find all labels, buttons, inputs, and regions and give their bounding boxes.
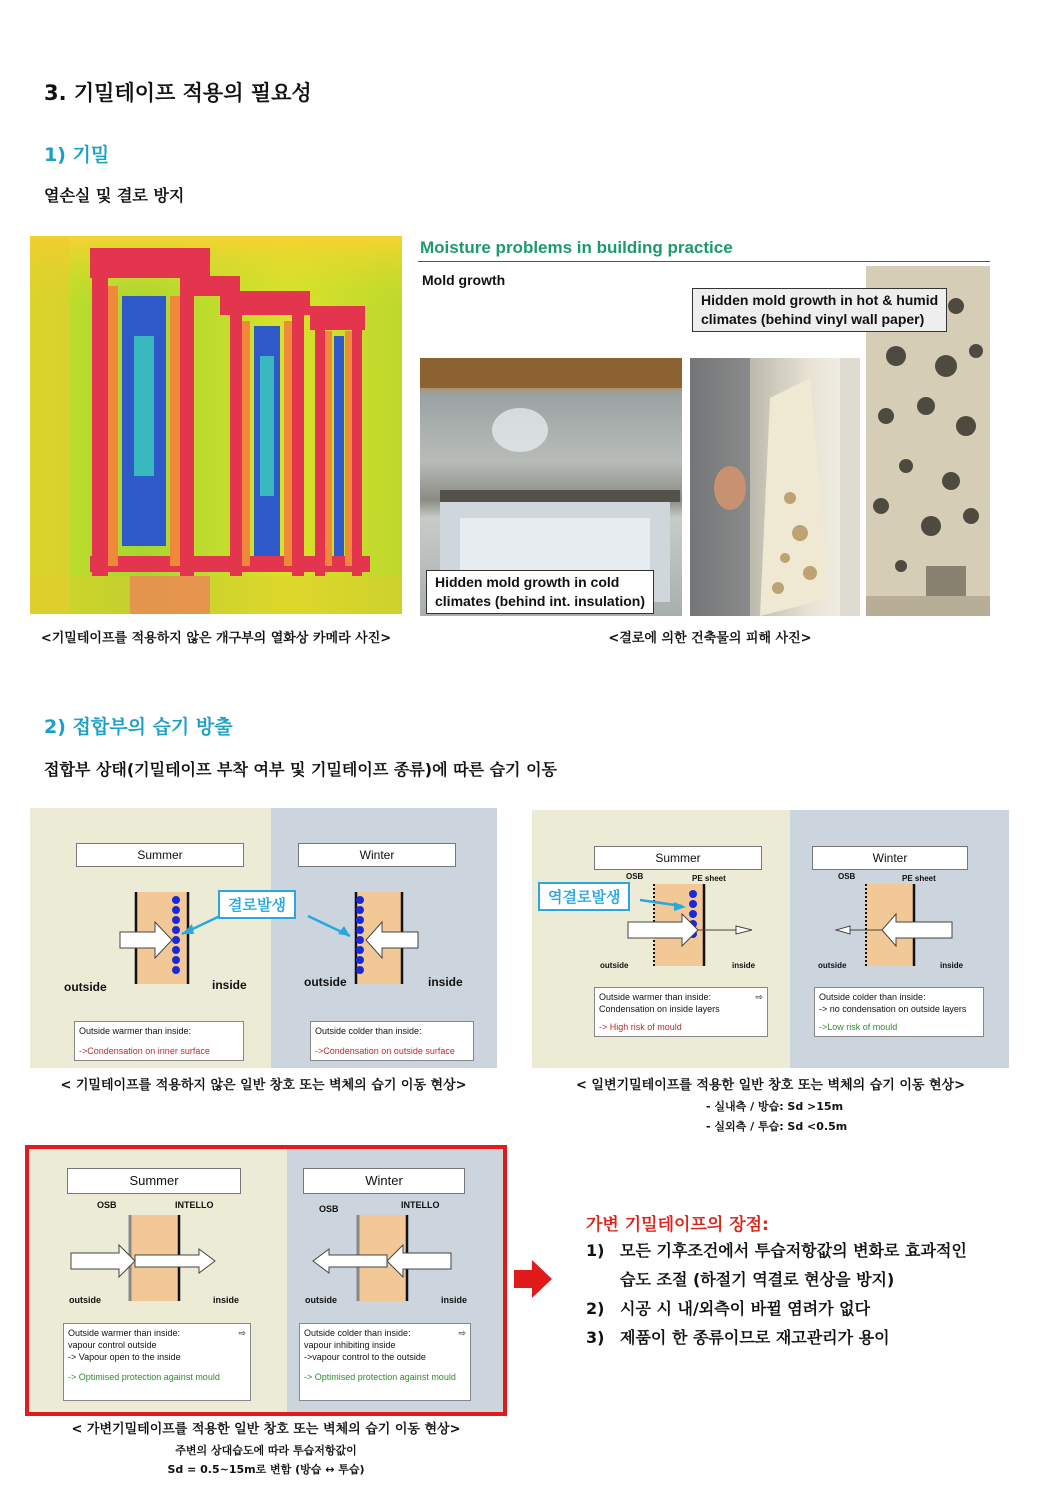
diagram-c-winter-label: Winter (303, 1168, 465, 1194)
diagram-c-summer-note3: -> Vapour open to the inside (68, 1352, 181, 1362)
diagram-b-winter-outside: outside (818, 961, 847, 970)
diagram-b-caption: < 일변기밀테이프를 적용한 일반 창호 또는 벽체의 습기 이동 현상> (575, 1078, 966, 1093)
panel-subtitle: Mold growth (422, 272, 506, 288)
diagram-c-winter-note4: -> Optimised protection against mould (304, 1372, 456, 1382)
diagram-c-winter-note1: Outside colder than inside: (304, 1328, 411, 1338)
diagram-b-summer-osb: OSB (626, 872, 644, 881)
diagram-c-winter-intello: INTELLO (401, 1200, 440, 1210)
advantages-title: 가변 기밀테이프의 장점: (586, 1215, 769, 1235)
diagram-a-summer-label: Summer (76, 843, 244, 867)
diagram-c-summer-outside: outside (69, 1295, 102, 1305)
diagram-c-summer-inside: inside (213, 1295, 240, 1305)
diagram-c-winter-note (299, 1323, 471, 1401)
mold-photo-panel (418, 236, 992, 616)
diagram-b-winter-inside: inside (940, 961, 964, 970)
diagram-c-summer-arrow-icon: ⇨ (238, 1328, 246, 1338)
diagram-a-callout: 결로발생 (218, 890, 296, 919)
diagram-b-summer-note (594, 987, 768, 1037)
label-hot-line1: Hidden mold growth in hot & humid (701, 292, 939, 308)
diagram-a-summer-note1: Outside warmer than inside: (79, 1026, 192, 1036)
diagram-b-summer-inside: inside (732, 961, 756, 970)
advantage-3-num: 3) (586, 1328, 605, 1347)
diagram-c-summer-intello: INTELLO (175, 1200, 214, 1210)
photo-wallpaper-mold (690, 358, 860, 616)
diagram-b-summer-note3: -> High risk of mould (599, 1022, 682, 1032)
advantages-list (586, 1240, 1026, 1348)
s2-heading: 2) 접합부의 습기 방출 (44, 716, 233, 738)
diagram-c-winter-note3: ->vapour control to the outside (304, 1352, 426, 1362)
diagram-a-winter-note2: ->Condensation on outside surface (315, 1046, 455, 1056)
panel-divider (418, 261, 990, 262)
diagram-c-summer-osb: OSB (97, 1200, 117, 1210)
diagram-c-winter-arrow-icon: ⇨ (458, 1328, 466, 1338)
diagram-c-winter-osb: OSB (319, 1204, 339, 1214)
diagram-b-winter-pe: PE sheet (902, 874, 936, 883)
diagram-b-spec2: - 실외측 / 투습: Sd <0.5m (706, 1120, 848, 1133)
label-hot-line2: climates (behind vinyl wall paper) (701, 311, 925, 327)
diagram-b-summer-arrow-icon: ⇨ (755, 992, 763, 1002)
diagram-b-winter-note2: -> no condensation on outside layers (819, 1004, 967, 1014)
diagram-variable-tape (29, 1149, 503, 1412)
diagram-b-winter-note (814, 987, 984, 1037)
advantage-item-2 (586, 1298, 1026, 1319)
advantage-item-3 (586, 1327, 1026, 1348)
diagram-b-summer-pe: PE sheet (692, 874, 726, 883)
photo-caption: <결로에 의한 건축물의 피해 사진> (608, 631, 812, 646)
diagram-a-winter-inside: inside (428, 975, 463, 989)
advantage-2-num: 2) (586, 1299, 605, 1318)
diagram-unidirectional-tape (532, 810, 1009, 1068)
diagram-c-summer-note4: -> Optimised protection against mould (68, 1372, 220, 1382)
diagram-b-callout: 역결로발생 (538, 882, 630, 911)
advantage-1-line2: 습도 조절 (하절기 역결로 현상을 방지) (620, 1270, 895, 1289)
diagram-c-caption: < 가변기밀테이프를 적용한 일반 창호 또는 벽체의 습기 이동 현상> (71, 1422, 461, 1437)
diagram-b-winter-note3: ->Low risk of mould (819, 1022, 898, 1032)
diagram-variable-tape-frame (25, 1145, 507, 1416)
label-cold-line2: climates (behind int. insulation) (435, 593, 646, 609)
advantage-1-line1: 모든 기후조건에서 투습저항값의 변화로 효과적인 (620, 1241, 967, 1260)
s1-heading: 1) 기밀 (44, 144, 110, 166)
diagram-no-tape (30, 808, 497, 1068)
diagram-b-spec1: - 실내측 / 방습: Sd >15m (706, 1100, 844, 1113)
diagram-c-spec2: Sd = 0.5~15m로 변함 (방습 ↔ 투습) (167, 1463, 365, 1476)
advantage-1-num: 1) (586, 1241, 605, 1260)
diagram-c-winter-outside: outside (305, 1295, 338, 1305)
diagram-a-summer-outside: outside (64, 980, 107, 994)
diagram-b-summer-note2: Condensation on inside layers (599, 1004, 720, 1014)
diagram-c-summer-label: Summer (67, 1168, 241, 1194)
label-cold-line1: Hidden mold growth in cold (435, 574, 620, 590)
diagram-c-summer-note1: Outside warmer than inside: (68, 1328, 181, 1338)
diagram-a-winter-label: Winter (298, 843, 456, 867)
diagram-c-summer-note (63, 1323, 251, 1401)
panel-title: Moisture problems in building practice (420, 238, 733, 257)
diagram-a-caption: < 기밀테이프를 적용하지 않은 일반 창호 또는 벽체의 습기 이동 현상> (60, 1078, 467, 1093)
diagram-a-summer-note (74, 1021, 244, 1061)
thermal-camera-photo (30, 236, 402, 614)
diagram-a-winter-note (310, 1021, 474, 1061)
diagram-b-winter-note1: Outside colder than inside: (819, 992, 926, 1002)
label-hot-humid (692, 288, 947, 332)
diagram-b-summer-label: Summer (594, 846, 762, 870)
section-title: 3. 기밀테이프 적용의 필요성 (44, 81, 312, 105)
s2-subheading: 접합부 상태(기밀테이프 부착 여부 및 기밀테이프 종류)에 따른 습기 이동 (44, 760, 557, 779)
diagram-a-summer-note2: ->Condensation on inner surface (79, 1046, 210, 1056)
diagram-c-summer-note2: vapour control outside (68, 1340, 157, 1350)
advantage-2-line1: 시공 시 내/외측이 바뀔 염려가 없다 (620, 1299, 871, 1318)
red-arrow-right-icon (512, 1258, 554, 1300)
advantage-3-line1: 제품이 한 종류이므로 재고관리가 용이 (620, 1328, 890, 1347)
diagram-a-winter-outside: outside (304, 975, 347, 989)
diagram-c-winter-note2: vapour inhibiting inside (304, 1340, 396, 1350)
diagram-b-summer-outside: outside (600, 961, 629, 970)
diagram-b-winter-label: Winter (812, 846, 968, 870)
s1-subheading: 열손실 및 결로 방지 (44, 186, 185, 205)
thermal-caption: <기밀테이프를 적용하지 않은 개구부의 열화상 카메라 사진> (40, 631, 392, 646)
label-cold-climate (426, 570, 654, 614)
diagram-a-winter-note1: Outside colder than inside: (315, 1026, 422, 1036)
diagram-c-spec1: 주변의 상대습도에 따라 투습저항값이 (175, 1444, 357, 1457)
diagram-b-summer-note1: Outside warmer than inside: (599, 992, 712, 1002)
advantage-item-1 (586, 1240, 1026, 1290)
diagram-a-summer-inside: inside (212, 978, 247, 992)
diagram-c-winter-inside: inside (441, 1295, 468, 1305)
diagram-b-winter-osb: OSB (838, 872, 856, 881)
